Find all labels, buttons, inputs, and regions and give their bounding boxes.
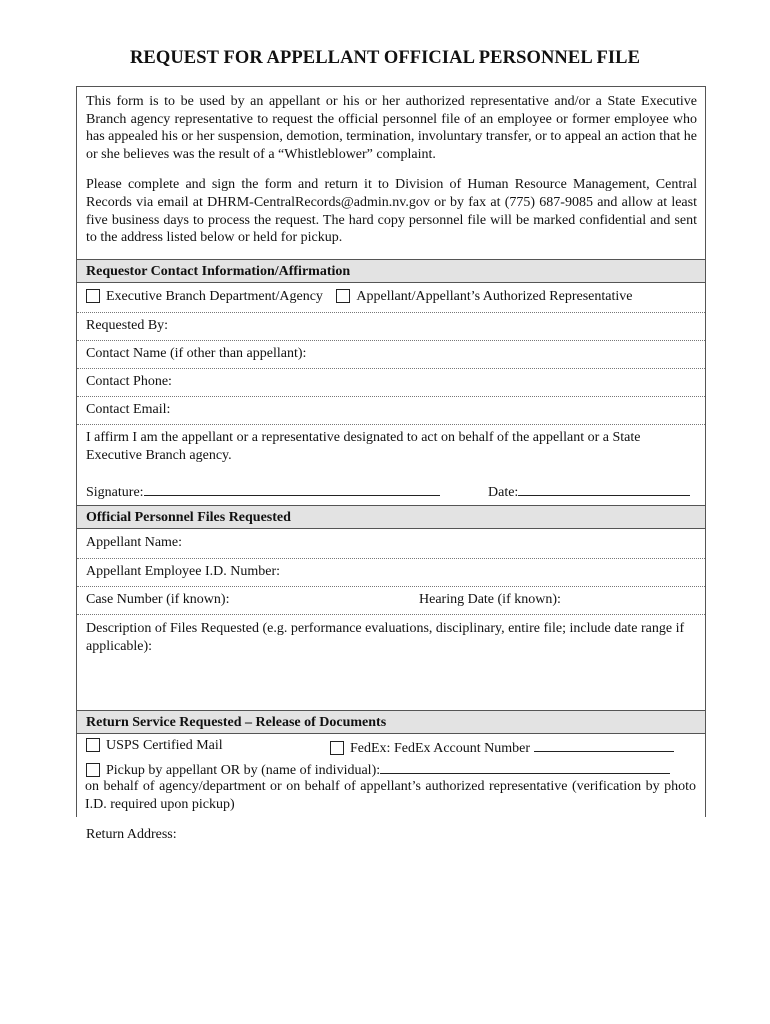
form-box bbox=[76, 86, 706, 817]
intro-paragraph-1: This form is to be used by an appellant or his or her authorized representative and/or a State Executive Branch agency representative to request the official personnel file of an employee or former employee who has appealed his or her suspension, demotion, termination, involuntary transfer, or to appeal an action that he or she believes was the result of a “Whistleblower” complaint. bbox=[86, 94, 697, 162]
contact-name-label: Contact Name (if other than appellant): bbox=[86, 346, 307, 361]
usps-checkbox[interactable] bbox=[86, 738, 100, 752]
return-header-label: Return Service Requested – Release of Documents bbox=[86, 715, 387, 730]
pickup-label: Pickup by appellant OR by (name of individual): bbox=[106, 763, 381, 778]
date-label: Date: bbox=[488, 485, 519, 500]
intro-section bbox=[77, 87, 705, 247]
return-section-header bbox=[77, 710, 705, 734]
requested-by-label: Requested By: bbox=[86, 318, 169, 333]
date-field[interactable] bbox=[488, 481, 690, 502]
fedex-account-line[interactable] bbox=[534, 737, 674, 752]
employee-id-label: Appellant Employee I.D. Number: bbox=[86, 564, 281, 579]
appellant-option-label: Appellant/Appellant’s Authorized Representative bbox=[356, 289, 633, 304]
return-address-label: Return Address: bbox=[86, 827, 177, 842]
case-hearing-row bbox=[77, 586, 705, 614]
contact-email-field[interactable] bbox=[77, 396, 705, 424]
description-label: Description of Files Requested (e.g. performance evaluations, disciplinary, entire file; include date range if applicable): bbox=[86, 621, 685, 654]
appellant-name-label: Appellant Name: bbox=[86, 535, 183, 550]
hearing-date-label: Hearing Date (if known): bbox=[419, 592, 561, 607]
appellant-name-field[interactable] bbox=[77, 530, 705, 558]
affirmation-text: I affirm I am the appellant or a representative designated to act on behalf of the appellant or a State Executive Branch agency. bbox=[86, 430, 641, 463]
pickup-checkbox[interactable] bbox=[86, 763, 100, 777]
employee-id-field[interactable] bbox=[77, 558, 705, 586]
signature-field[interactable] bbox=[86, 481, 440, 502]
signature-label: Signature: bbox=[86, 485, 144, 500]
pickup-note: on behalf of agency/department or on behalf of appellant’s authorized representative (verification by photo I.D. required upon pickup) bbox=[85, 779, 696, 812]
contact-phone-field[interactable] bbox=[77, 368, 705, 396]
affirmation-block bbox=[77, 424, 705, 506]
return-row-1 bbox=[86, 737, 696, 759]
usps-label: USPS Certified Mail bbox=[106, 738, 223, 753]
fedex-option bbox=[330, 737, 674, 758]
contact-email-label: Contact Email: bbox=[86, 402, 171, 417]
signature-line[interactable] bbox=[144, 481, 440, 496]
requestor-header-label: Requestor Contact Information/Affirmation bbox=[86, 264, 351, 279]
agency-checkbox[interactable] bbox=[86, 289, 100, 303]
files-section-header bbox=[77, 505, 705, 529]
intro-paragraph-2: Please complete and sign the form and return it to Division of Human Resource Management, Central Records via email at DHRM-CentralRecords@admin.nv.gov or by fax at (775) 687-9085 and allow at least five business days to process the request. The hard copy personnel file will be marked confidential and sent to the address listed below or held for pickup. bbox=[86, 177, 697, 246]
contact-name-field[interactable] bbox=[77, 340, 705, 368]
return-address-field[interactable] bbox=[86, 826, 177, 844]
agency-option-label: Executive Branch Department/Agency bbox=[106, 289, 323, 304]
pickup-name-line[interactable] bbox=[380, 759, 670, 774]
form-title: REQUEST FOR APPELLANT OFFICIAL PERSONNEL FILE bbox=[129, 48, 641, 68]
case-number-label: Case Number (if known): bbox=[86, 592, 230, 607]
fedex-label: FedEx: FedEx Account Number bbox=[350, 741, 531, 756]
requestor-type-row bbox=[77, 284, 705, 312]
return-options bbox=[77, 735, 705, 819]
return-row-2 bbox=[86, 759, 696, 778]
contact-phone-label: Contact Phone: bbox=[86, 374, 172, 389]
appellant-checkbox[interactable] bbox=[336, 289, 350, 303]
requestor-section-header bbox=[77, 259, 705, 283]
date-line[interactable] bbox=[518, 481, 690, 496]
requested-by-field[interactable] bbox=[77, 312, 705, 340]
files-header-label: Official Personnel Files Requested bbox=[86, 510, 291, 525]
fedex-checkbox[interactable] bbox=[330, 741, 344, 755]
description-field[interactable] bbox=[77, 614, 705, 711]
